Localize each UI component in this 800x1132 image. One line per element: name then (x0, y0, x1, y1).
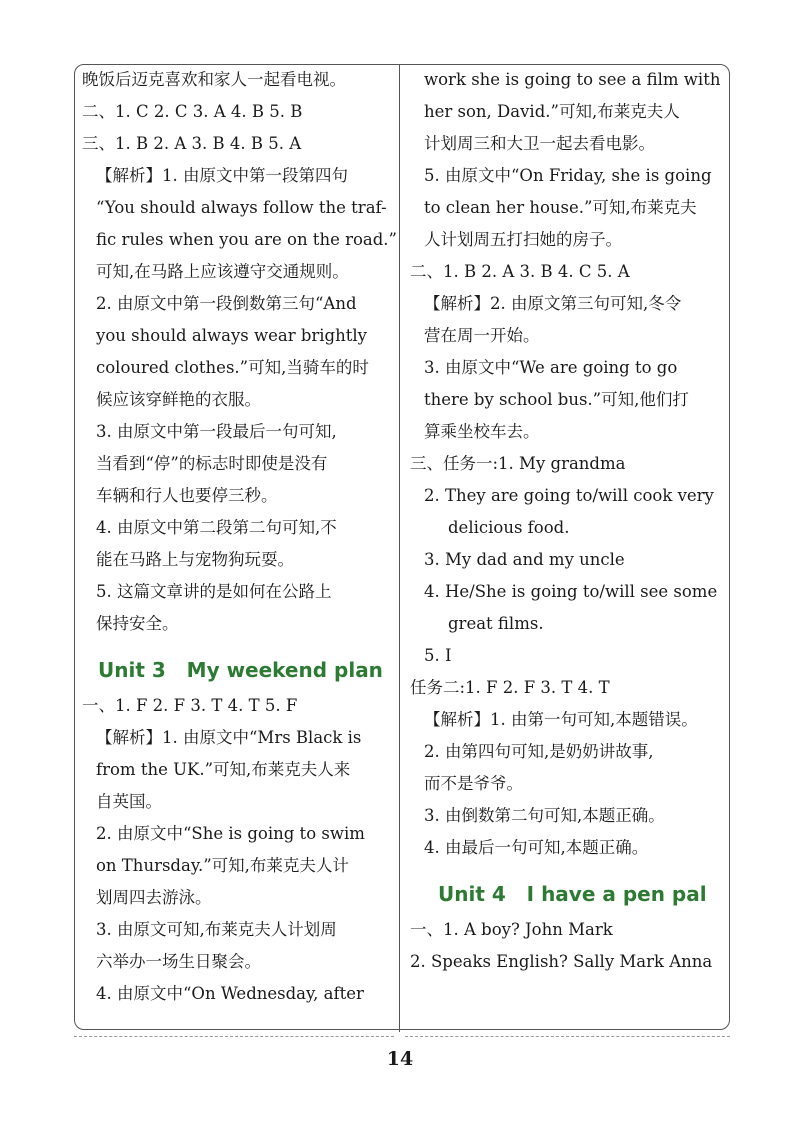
unit-4-title: Unit 4 I have a pen pal (438, 882, 707, 906)
analysis-line: 【解析】2. 由原文第三句可知,冬令 (424, 294, 682, 313)
answer-line: 一、1. A boy? John Mark (410, 920, 613, 939)
text-line: 5. 这篇文章讲的是如何在公路上 (96, 582, 332, 601)
text-line: 3. 由倒数第二句可知,本题正确。 (424, 806, 665, 825)
text-line: 5. I (424, 646, 452, 665)
text-line: 划周四去游泳。 (96, 888, 212, 907)
footer-dash-left (74, 1036, 394, 1037)
text-line: 当看到“停”的标志时即使是没有 (96, 454, 328, 473)
text-line: 2. 由原文中“She is going to swim (96, 824, 365, 843)
text-line: 能在马路上与宠物狗玩耍。 (96, 550, 294, 569)
analysis-line: 【解析】1. 由第一句可知,本题错误。 (424, 710, 698, 729)
text-line: 营在周一开始。 (424, 326, 540, 345)
task-line: 任务二:1. F 2. F 3. T 4. T (410, 678, 610, 697)
text-line: 2. 由第四句可知,是奶奶讲故事, (424, 742, 654, 761)
text-line: her son, David.”可知,布莱克夫人 (424, 102, 680, 121)
text-line: 计划周三和大卫一起去看电影。 (424, 134, 655, 153)
text-line: coloured clothes.”可知,当骑车的时 (96, 358, 369, 377)
text-line: 4. 由最后一句可知,本题正确。 (424, 838, 649, 857)
text-line: great films. (448, 614, 544, 633)
text-line: 可知,在马路上应该遵守交通规则。 (96, 262, 349, 281)
analysis-line: 【解析】1. 由原文中第一段第四句 (96, 166, 348, 185)
text-line: from the UK.”可知,布莱克夫人来 (96, 760, 351, 779)
text-line: “You should always follow the traf- (96, 198, 387, 217)
text-line: 六举办一场生日聚会。 (96, 952, 261, 971)
text-line: 算乘坐校车去。 (424, 422, 540, 441)
text-line: work she is going to see a film with (424, 70, 721, 89)
text-line: 候应该穿鲜艳的衣服。 (96, 390, 261, 409)
analysis-line: 【解析】1. 由原文中“Mrs Black is (96, 728, 362, 747)
text-line: on Thursday.”可知,布莱克夫人计 (96, 856, 349, 875)
text-line: 2. They are going to/will cook very (424, 486, 714, 505)
text-line: 保持安全。 (96, 614, 179, 633)
answer-line: 2. Speaks English? Sally Mark Anna (410, 952, 713, 971)
unit-3-title: Unit 3 My weekend plan (98, 658, 383, 682)
text-line: 车辆和行人也要停三秒。 (96, 486, 278, 505)
right-column (410, 64, 720, 978)
text-line: there by school bus.”可知,他们打 (424, 390, 689, 409)
text-line: 3. 由原文中第一段最后一句可知, (96, 422, 337, 441)
text-line: to clean her house.”可知,布莱克夫 (424, 198, 697, 217)
text-line: 晚饭后迈克喜欢和家人一起看电视。 (82, 70, 346, 89)
text-line: delicious food. (448, 518, 570, 537)
footer-dash-right (405, 1036, 730, 1037)
text-line: 4. 由原文中第二段第二句可知,不 (96, 518, 337, 537)
column-divider (399, 64, 400, 1032)
text-line: 4. He/She is going to/will see some (424, 582, 718, 601)
left-column (82, 64, 397, 1010)
answer-line: 一、1. F 2. F 3. T 4. T 5. F (82, 696, 298, 715)
text-line: 4. 由原文中“On Wednesday, after (96, 984, 364, 1003)
answer-line: 二、1. B 2. A 3. B 4. C 5. A (410, 262, 630, 281)
text-line: 自英国。 (96, 792, 162, 811)
text-line: 人计划周五打扫她的房子。 (424, 230, 622, 249)
text-line: you should always wear brightly (96, 326, 367, 345)
text-line: 2. 由原文中第一段倒数第三句“And (96, 294, 357, 313)
text-line: fic rules when you are on the road.” (96, 230, 397, 249)
task-line: 三、任务一:1. My grandma (410, 454, 626, 473)
text-line: 而不是爷爷。 (424, 774, 523, 793)
text-line: 5. 由原文中“On Friday, she is going (424, 166, 712, 185)
text-line: 3. My dad and my uncle (424, 550, 625, 569)
answer-line: 二、1. C 2. C 3. A 4. B 5. B (82, 102, 303, 121)
page-number: 14 (386, 1048, 414, 1070)
text-line: 3. 由原文可知,布莱克夫人计划周 (96, 920, 337, 939)
answer-line: 三、1. B 2. A 3. B 4. B 5. A (82, 134, 302, 153)
text-line: 3. 由原文中“We are going to go (424, 358, 678, 377)
